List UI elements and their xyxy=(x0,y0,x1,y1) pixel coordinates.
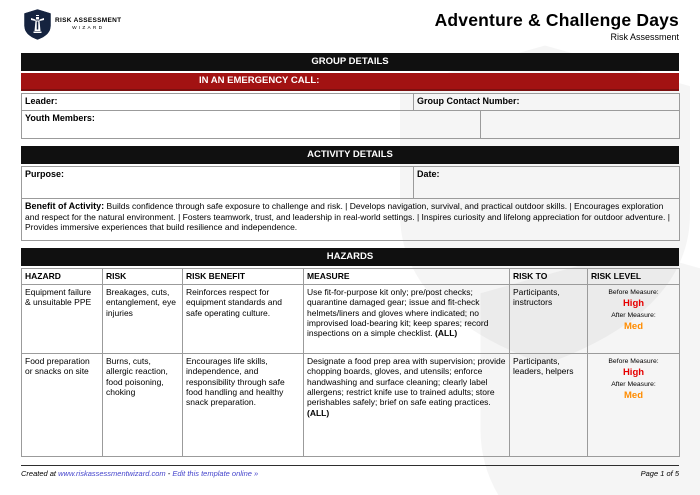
table-row xyxy=(22,94,680,111)
hazard-row xyxy=(22,285,680,354)
brand-logo-text xyxy=(55,18,121,31)
activity-details-section-bar xyxy=(21,146,679,164)
column-header-risk-benefit: RISK BENEFIT xyxy=(183,269,304,285)
page-header xyxy=(21,0,679,53)
column-header-risk-to: RISK TO xyxy=(510,269,588,285)
benefit-of-activity-label: Benefit of Activity: xyxy=(25,201,105,211)
group-details-table xyxy=(21,93,680,139)
risk-level-after-badge: Med xyxy=(624,390,643,402)
risk-benefit-cell: Reinforces respect for equipment standards and safe operating culture. xyxy=(183,285,304,354)
group-contact-number-field xyxy=(414,94,680,111)
benefit-of-activity-text: Builds confidence through safe exposure to challenge and risk. | Develops navigation, survival, and practical outdoor skills. | Encourages exploration and respect for the natural environment. | Fosters teamwork, trust, and leadership in real-world settings. | Inspires curiosity and lifelong appreciation for outdoor adventure. | Provides immersive experiences that build resilience and independence. xyxy=(25,201,670,233)
purpose-field xyxy=(22,167,414,199)
table-row xyxy=(22,111,680,139)
youth-members-field xyxy=(22,111,481,139)
leader-label: Leader: xyxy=(25,96,58,106)
page-title: Adventure & Challenge Days xyxy=(434,10,679,30)
footer-credit xyxy=(21,469,258,478)
risk-cell: Breakages, cuts, entanglement, eye injuries xyxy=(103,285,183,354)
measure-audience: (ALL) xyxy=(435,328,458,339)
group-details-section-bar xyxy=(21,53,679,71)
purpose-label: Purpose: xyxy=(25,169,65,179)
risk-level-before-badge: High xyxy=(622,298,645,310)
column-header-hazard: HAZARD xyxy=(22,269,103,285)
table-row xyxy=(22,199,680,241)
before-measure-label: Before Measure: xyxy=(608,289,659,296)
hazards-header-row xyxy=(22,269,680,285)
after-measure-label: After Measure: xyxy=(611,380,656,388)
measure-cell xyxy=(304,354,510,457)
date-label: Date: xyxy=(417,169,440,179)
risk-level-after-badge: Med xyxy=(624,321,643,333)
measure-text: Use fit-for-purpose kit only; pre/post checks; quarantine damaged gear; issue and fit-check helmets/liners and gloves where indicated; no improvised load-bearing kit; keep spares; record inspections on a simple checklist. xyxy=(307,287,489,339)
page-number: Page 1 of 5 xyxy=(640,469,679,478)
page-footer xyxy=(21,465,679,478)
measure-cell xyxy=(304,285,510,354)
risk-to-cell: Participants, leaders, helpers xyxy=(510,354,588,457)
hazard-cell: Equipment failure & unsuitable PPE xyxy=(22,285,103,354)
hazard-row xyxy=(22,354,680,457)
page-subtitle: Risk Assessment xyxy=(610,32,679,42)
emergency-call-label: IN AN EMERGENCY CALL: xyxy=(199,75,320,86)
table-row xyxy=(22,167,680,199)
brand-name-line2: WIZARD xyxy=(72,25,105,31)
group-details-section-title: GROUP DETAILS xyxy=(311,56,389,67)
hazard-cell: Food preparation or snacks on site xyxy=(22,354,103,457)
leader-field xyxy=(22,94,414,111)
section-spacer xyxy=(21,139,679,146)
activity-details-section-title: ACTIVITY DETAILS xyxy=(307,149,393,160)
risk-benefit-cell: Encourages life skills, independence, and responsibility through safe food handling and healthy snack preparation. xyxy=(183,354,304,457)
column-header-risk: RISK xyxy=(103,269,183,285)
measure-text: Designate a food prep area with supervision; provide chopping boards, gloves, and utensils; enforce handwashing and surface cleaning; clearly label allergens; restrict knife use to trained adults; store perishables safely; brief on safe eating practices. xyxy=(307,356,506,408)
lighthouse-shield-icon xyxy=(24,9,51,40)
footer-website-link[interactable]: www.riskassessmentwizard.com xyxy=(58,469,166,478)
risk-level-before-badge: High xyxy=(622,367,645,379)
hazards-section-bar xyxy=(21,248,679,266)
footer-created-text: Created at xyxy=(21,469,59,478)
column-header-measure: MEASURE xyxy=(304,269,510,285)
hazards-section-title: HAZARDS xyxy=(326,251,374,262)
risk-level-cell xyxy=(588,354,680,457)
emergency-call-bar xyxy=(21,73,679,91)
before-measure-label: Before Measure: xyxy=(608,358,659,365)
column-header-risk-level: RISK LEVEL xyxy=(588,269,680,285)
risk-to-cell: Participants, instructors xyxy=(510,285,588,354)
document-titles xyxy=(435,10,679,42)
measure-audience: (ALL) xyxy=(307,407,330,418)
brand-name-line1: RISK ASSESSMENT xyxy=(55,17,122,25)
hazards-table xyxy=(21,268,680,457)
risk-cell: Burns, cuts, allergic reaction, food poisoning, choking xyxy=(103,354,183,457)
risk-level-cell xyxy=(588,285,680,354)
youth-members-label: Youth Members: xyxy=(25,113,95,123)
group-contact-number-label: Group Contact Number: xyxy=(417,96,520,106)
brand-logo xyxy=(24,9,121,40)
footer-edit-template-link[interactable]: Edit this template online » xyxy=(172,469,259,478)
date-field xyxy=(414,167,680,199)
activity-details-table xyxy=(21,166,680,241)
footer-divider xyxy=(21,465,679,466)
benefit-of-activity-cell xyxy=(22,199,680,241)
footer-separator: - xyxy=(165,469,173,478)
after-measure-label: After Measure: xyxy=(611,311,656,319)
section-spacer xyxy=(21,241,679,248)
youth-members-extra-field xyxy=(481,111,680,139)
